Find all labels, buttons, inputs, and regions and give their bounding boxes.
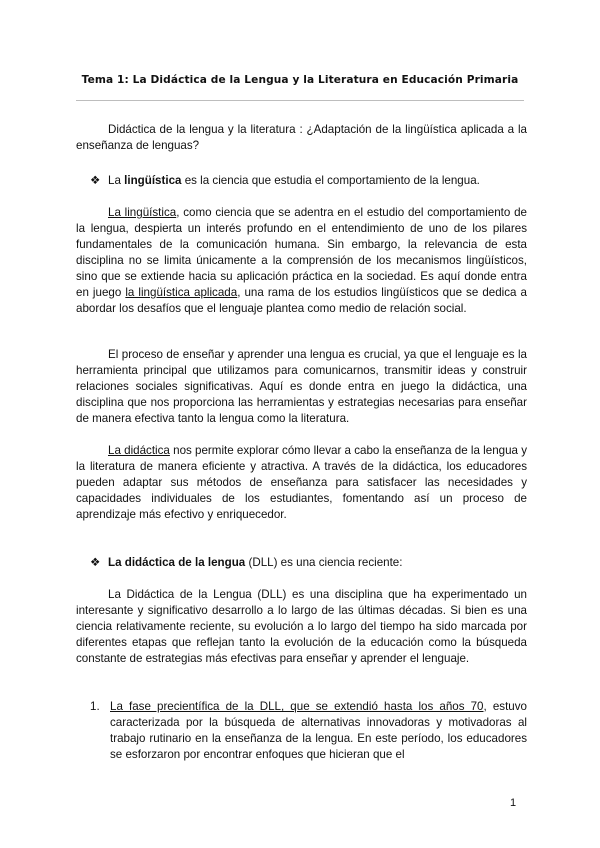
list-item-fase-precientifica	[110, 699, 527, 763]
term-linguistica-aplicada: la lingüística aplicada	[125, 286, 238, 299]
term-la-didactica: La didáctica	[108, 444, 170, 457]
bullet-text: es la ciencia que estudia el comportamiento de la lengua.	[181, 174, 480, 187]
paragraph-text: , como ciencia que se adentra en el estudio del comportamiento de la lengua, despierta un interés profundo en el entendimiento de uno de los pilares fundamentales de la comunicación humana. Sin embargo, la relevancia de esta disciplina no se limita únicamente a la comprensión de los mecanismos lingüísticos, sino que se extiende hacia su aplicación práctica en la sociedad. Es aquí donde entra en juego	[76, 206, 527, 299]
bullet-dll	[90, 555, 530, 571]
term-fase-precientifica: La fase precientífica de la DLL, que se extendió hasta los años 70	[110, 700, 484, 713]
diamond-bullet-icon: ❖	[90, 174, 101, 187]
bullet-text: (DLL) es una ciencia reciente:	[245, 556, 403, 569]
bullet-prefix: La	[108, 174, 125, 187]
page-number: 1	[510, 797, 517, 809]
diamond-bullet-icon: ❖	[90, 556, 101, 569]
intro-paragraph: Didáctica de la lengua y la literatura : ¿Adaptación de la lingüística aplicada a la enseñanza de lenguas?	[76, 123, 527, 152]
paragraph-text: nos permite explorar cómo llevar a cabo la enseñanza de la lengua y la literatura de manera eficiente y atractiva. A través de la didáctica, los educadores pueden adaptar sus métodos de enseñanza para satisfacer las necesidades y capacidades individuales de los estudiantes, fomentando así un proceso de aprendizaje más efectivo y enriquecedor.	[76, 444, 528, 521]
term-la-linguistica: La lingüística	[108, 206, 177, 219]
paragraph-didactica	[76, 443, 527, 523]
bullet-term: lingüística	[124, 174, 182, 187]
paragraph-linguistica	[76, 205, 527, 317]
list-item-text: , estuvo caracterizada por la búsqueda de alternativas innovadoras y motivadoras al trabajo rutinario en la enseñanza de la lengua. En este período, los educadores se esforzaron por encontrar enfoques que hicieran que el	[110, 700, 527, 761]
bullet-linguistica	[90, 173, 530, 189]
paragraph-ensenar: El proceso de enseñar y aprender una lengua es crucial, ya que el lenguaje es la herramienta principal que utilizamos para comunicarnos, transmitir ideas y construir relaciones sociales significativas. Aquí es donde entra en juego la didáctica, una disciplina que nos proporciona las herramientas y estrategias necesarias para enseñar de manera efectiva tanto la lengua como la literatura.	[76, 348, 527, 425]
paragraph-text: , una rama de los estudios lingüísticos que se dedica a abordar los desafíos que el lenguaje plantea como medio de relación social.	[76, 286, 527, 315]
paragraph-dll: La Didáctica de la Lengua (DLL) es una disciplina que ha experimentado un interesante y significativo desarrollo a lo largo de las últimas décadas. Si bien es una ciencia relativamente reciente, su evolución a lo largo del tiempo ha sido marcada por diferentes etapas que reflejan tanto la evolución de la educación como la búsqueda constante de estrategias más efectivas para enseñar y aprender el lenguaje.	[76, 588, 527, 665]
bullet-term: La didáctica de la lengua	[108, 556, 246, 569]
list-number: 1.	[90, 700, 100, 713]
title-divider	[76, 100, 524, 101]
document-title: Tema 1: La Didáctica de la Lengua y la Literatura en Educación Primaria	[81, 74, 519, 86]
